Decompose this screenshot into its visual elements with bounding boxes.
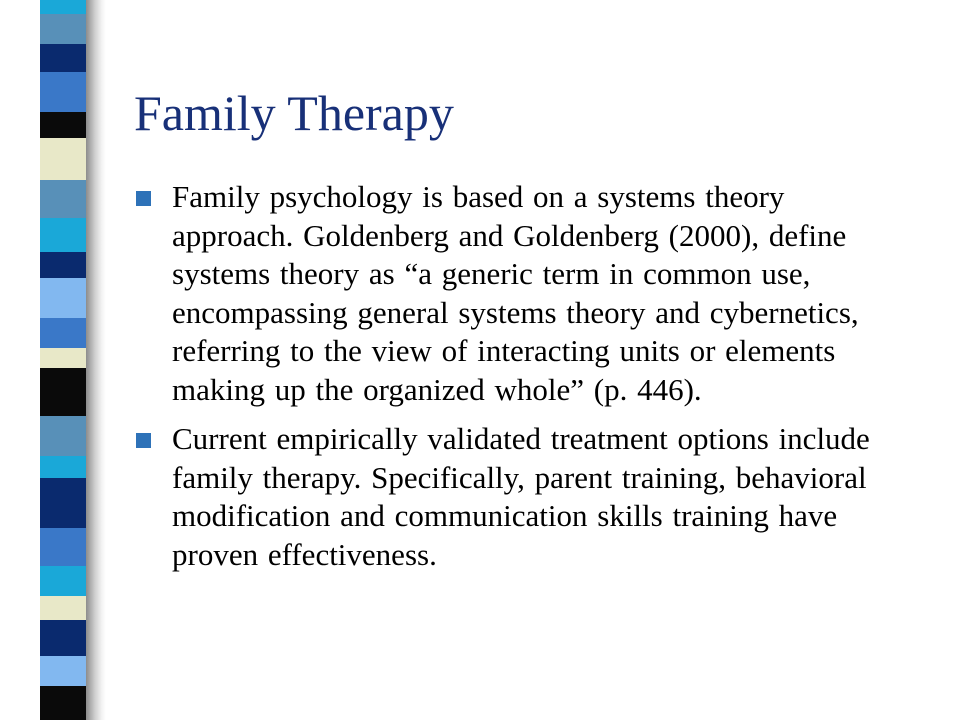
square-bullet-icon [136,433,151,448]
bullet-text: Current empirically validated treatment options include family therapy. Specifically, parent training, behavioral modification and communication skills training have proven effectiveness. [172,421,870,572]
bullet-item [134,420,874,574]
bullet-list [134,178,874,585]
slide-title: Family Therapy [134,85,454,141]
decorative-side-strip [40,0,86,720]
bullet-item [134,178,874,409]
square-bullet-icon [136,191,151,206]
bullet-text: Family psychology is based on a systems theory approach. Goldenberg and Goldenberg (2000), define systems theory as “a generic term in common use, encompassing general systems theory and cybernetics, referring to the view of interacting units or elements making up the organized whole” (p. 446). [172,179,859,407]
strip-shadow [86,0,106,720]
